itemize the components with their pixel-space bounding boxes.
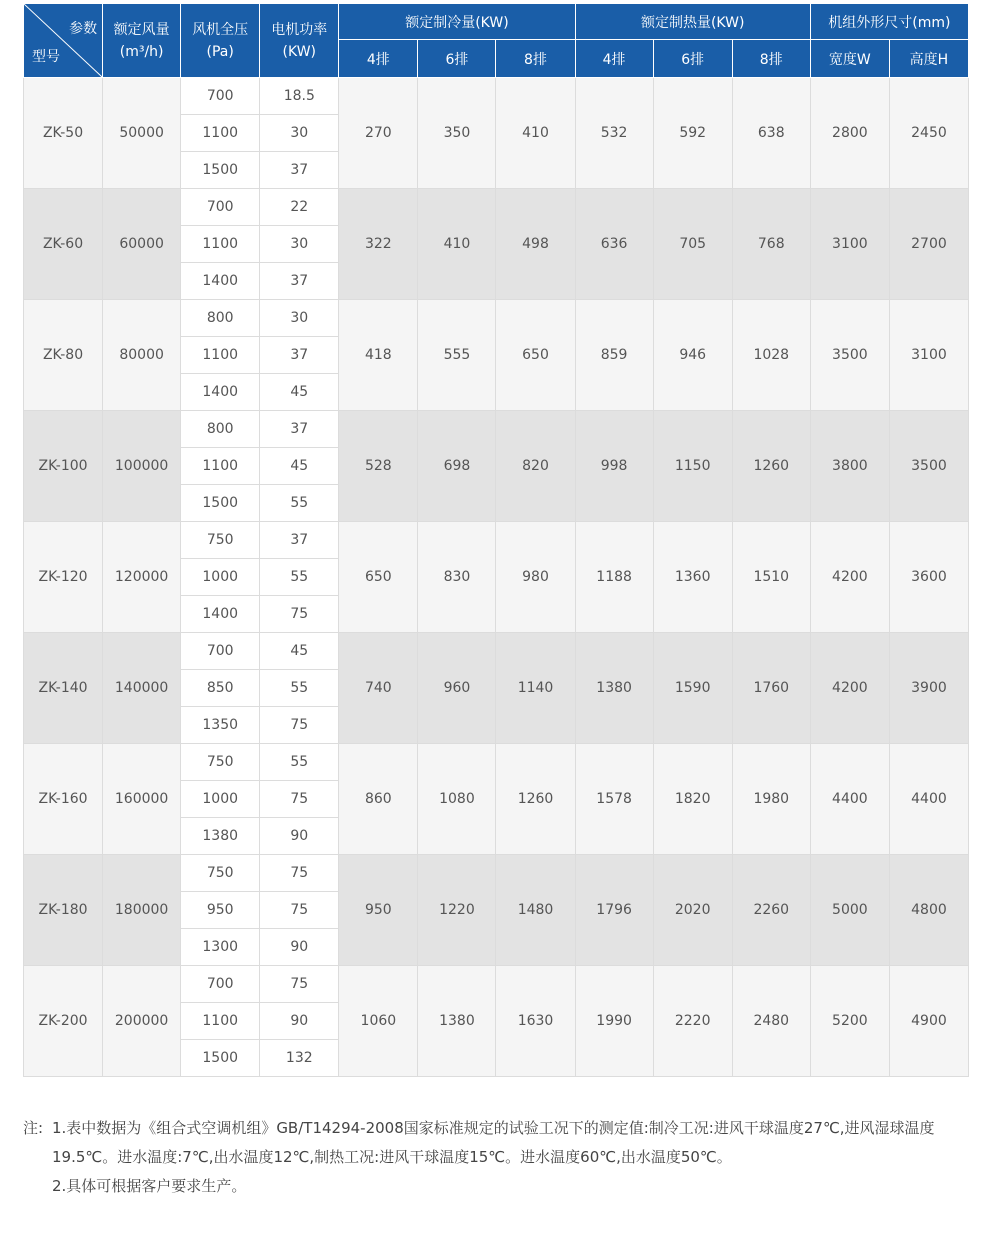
- table-row: [24, 966, 969, 1003]
- height-cell: 4400: [889, 744, 968, 855]
- power-cell: 90: [260, 818, 339, 855]
- power-cell: 75: [260, 781, 339, 818]
- notes-label: 注:: [23, 1119, 44, 1137]
- cooling-8row-cell: 1630: [496, 966, 575, 1077]
- pressure-cell: 1380: [181, 818, 260, 855]
- heating-6row-cell: 1820: [653, 744, 732, 855]
- height-cell: 4900: [889, 966, 968, 1077]
- pressure-cell: 1100: [181, 115, 260, 152]
- width-cell: 5000: [810, 855, 889, 966]
- pressure-cell: 750: [181, 522, 260, 559]
- power-cell: 45: [260, 633, 339, 670]
- cooling-8row-cell: 980: [496, 522, 575, 633]
- cooling-6row-cell: 1220: [418, 855, 496, 966]
- model-cell: ZK-160: [24, 744, 103, 855]
- cooling-6row-cell: 1080: [418, 744, 496, 855]
- pressure-cell: 1000: [181, 781, 260, 818]
- cooling-4row-cell: 270: [339, 78, 418, 189]
- model-cell: ZK-100: [24, 411, 103, 522]
- power-cell: 55: [260, 670, 339, 707]
- pressure-cell: 1500: [181, 1040, 260, 1077]
- airflow-cell: 120000: [103, 522, 181, 633]
- pressure-header: [181, 4, 260, 78]
- heating-6row-cell: 2020: [653, 855, 732, 966]
- width-cell: 4400: [810, 744, 889, 855]
- heating-4row-cell: 1578: [575, 744, 653, 855]
- cooling-6row-cell: 410: [418, 189, 496, 300]
- cooling-8row-cell: 498: [496, 189, 575, 300]
- width-cell: 4200: [810, 633, 889, 744]
- pressure-cell: 1350: [181, 707, 260, 744]
- model-cell: ZK-200: [24, 966, 103, 1077]
- power-cell: 30: [260, 300, 339, 337]
- cooling-4row-cell: 528: [339, 411, 418, 522]
- cooling-4row-cell: 860: [339, 744, 418, 855]
- heating-4row-header: 4排: [575, 40, 653, 78]
- power-header: [260, 4, 339, 78]
- cooling-4row-cell: 418: [339, 300, 418, 411]
- table-header: [24, 4, 969, 78]
- table-row: [24, 744, 969, 781]
- header-corner-cell: [24, 4, 103, 78]
- heating-4row-cell: 859: [575, 300, 653, 411]
- table-row: [24, 189, 969, 226]
- pressure-cell: 800: [181, 300, 260, 337]
- cooling-8row-header: 8排: [496, 40, 575, 78]
- power-unit: (KW): [282, 43, 316, 60]
- power-cell: 90: [260, 1003, 339, 1040]
- table-row: [24, 855, 969, 892]
- airflow-cell: 80000: [103, 300, 181, 411]
- cooling-4row-cell: 322: [339, 189, 418, 300]
- model-cell: ZK-140: [24, 633, 103, 744]
- cooling-6row-cell: 1380: [418, 966, 496, 1077]
- cooling-header: 额定制冷量(KW): [339, 4, 575, 40]
- cooling-6row-cell: 698: [418, 411, 496, 522]
- power-cell: 75: [260, 966, 339, 1003]
- cooling-8row-cell: 820: [496, 411, 575, 522]
- heating-6row-cell: 1590: [653, 633, 732, 744]
- pressure-cell: 950: [181, 892, 260, 929]
- pressure-unit: (Pa): [206, 43, 234, 60]
- height-cell: 2450: [889, 78, 968, 189]
- size-header: 机组外形尺寸(mm): [810, 4, 968, 40]
- cooling-4row-cell: 1060: [339, 966, 418, 1077]
- model-label: 型号: [32, 49, 60, 65]
- airflow-cell: 50000: [103, 78, 181, 189]
- table-body: [24, 78, 969, 1077]
- power-cell: 75: [260, 855, 339, 892]
- airflow-cell: 160000: [103, 744, 181, 855]
- model-cell: ZK-120: [24, 522, 103, 633]
- cooling-6row-header: 6排: [418, 40, 496, 78]
- pressure-cell: 700: [181, 966, 260, 1003]
- power-cell: 90: [260, 929, 339, 966]
- power-cell: 55: [260, 559, 339, 596]
- pressure-cell: 1100: [181, 1003, 260, 1040]
- notes: [23, 1114, 973, 1201]
- power-cell: 37: [260, 411, 339, 448]
- cooling-6row-cell: 960: [418, 633, 496, 744]
- cooling-8row-cell: 410: [496, 78, 575, 189]
- note-1: 1.表中数据为《组合式空调机组》GB/T14294-2008国家标准规定的试验工况下的测定值:制冷工况:进风干球温度27℃,进风湿球温度19.5℃。进水温度:7℃,出水温度12℃,制热工况:进风干球温度15℃。进水温度60℃,出水温度50℃。: [52, 1119, 935, 1166]
- heating-6row-cell: 705: [653, 189, 732, 300]
- table-row: [24, 300, 969, 337]
- model-cell: ZK-60: [24, 189, 103, 300]
- power-cell: 45: [260, 374, 339, 411]
- power-cell: 55: [260, 485, 339, 522]
- heating-8row-cell: 2260: [732, 855, 810, 966]
- pressure-cell: 700: [181, 633, 260, 670]
- table-row: [24, 78, 969, 115]
- pressure-cell: 850: [181, 670, 260, 707]
- power-cell: 45: [260, 448, 339, 485]
- width-cell: 3800: [810, 411, 889, 522]
- cooling-4row-cell: 650: [339, 522, 418, 633]
- width-header: 宽度W: [810, 40, 889, 78]
- pressure-cell: 750: [181, 744, 260, 781]
- pressure-cell: 1300: [181, 929, 260, 966]
- pressure-cell: 1400: [181, 374, 260, 411]
- height-cell: 2700: [889, 189, 968, 300]
- power-cell: 37: [260, 522, 339, 559]
- heating-4row-cell: 1188: [575, 522, 653, 633]
- heating-8row-cell: 638: [732, 78, 810, 189]
- width-cell: 4200: [810, 522, 889, 633]
- pressure-cell: 800: [181, 411, 260, 448]
- airflow-header: [103, 4, 181, 78]
- cooling-8row-cell: 1480: [496, 855, 575, 966]
- heating-6row-cell: 1150: [653, 411, 732, 522]
- airflow-cell: 140000: [103, 633, 181, 744]
- pressure-cell: 1400: [181, 263, 260, 300]
- cooling-6row-cell: 830: [418, 522, 496, 633]
- airflow-label: 额定风量: [113, 21, 170, 38]
- power-cell: 30: [260, 226, 339, 263]
- airflow-cell: 180000: [103, 855, 181, 966]
- heating-4row-cell: 1380: [575, 633, 653, 744]
- cooling-8row-cell: 650: [496, 300, 575, 411]
- pressure-cell: 1100: [181, 448, 260, 485]
- cooling-8row-cell: 1260: [496, 744, 575, 855]
- pressure-cell: 1100: [181, 226, 260, 263]
- pressure-cell: 700: [181, 189, 260, 226]
- power-label: 电机功率: [271, 21, 328, 38]
- pressure-cell: 1100: [181, 337, 260, 374]
- power-cell: 30: [260, 115, 339, 152]
- power-cell: 132: [260, 1040, 339, 1077]
- pressure-cell: 750: [181, 855, 260, 892]
- heating-6row-cell: 1360: [653, 522, 732, 633]
- airflow-cell: 200000: [103, 966, 181, 1077]
- height-cell: 3100: [889, 300, 968, 411]
- heating-8row-cell: 1980: [732, 744, 810, 855]
- power-cell: 22: [260, 189, 339, 226]
- spec-table: [23, 3, 969, 1077]
- width-cell: 2800: [810, 78, 889, 189]
- power-cell: 37: [260, 263, 339, 300]
- power-cell: 55: [260, 744, 339, 781]
- heating-6row-header: 6排: [653, 40, 732, 78]
- heating-8row-cell: 2480: [732, 966, 810, 1077]
- cooling-6row-cell: 350: [418, 78, 496, 189]
- width-cell: 5200: [810, 966, 889, 1077]
- table-row: [24, 411, 969, 448]
- height-cell: 3600: [889, 522, 968, 633]
- height-cell: 4800: [889, 855, 968, 966]
- model-cell: ZK-80: [24, 300, 103, 411]
- airflow-cell: 100000: [103, 411, 181, 522]
- pressure-cell: 1500: [181, 485, 260, 522]
- pressure-cell: 700: [181, 78, 260, 115]
- heating-8row-cell: 768: [732, 189, 810, 300]
- airflow-cell: 60000: [103, 189, 181, 300]
- heating-4row-cell: 636: [575, 189, 653, 300]
- cooling-4row-header: 4排: [339, 40, 418, 78]
- heating-6row-cell: 592: [653, 78, 732, 189]
- power-cell: 75: [260, 707, 339, 744]
- heating-4row-cell: 532: [575, 78, 653, 189]
- power-cell: 37: [260, 152, 339, 189]
- heating-4row-cell: 1990: [575, 966, 653, 1077]
- table-row: [24, 633, 969, 670]
- cooling-6row-cell: 555: [418, 300, 496, 411]
- heating-4row-cell: 1796: [575, 855, 653, 966]
- cooling-8row-cell: 1140: [496, 633, 575, 744]
- airflow-unit: (m³/h): [119, 43, 164, 60]
- heating-6row-cell: 946: [653, 300, 732, 411]
- heating-8row-header: 8排: [732, 40, 810, 78]
- power-cell: 75: [260, 596, 339, 633]
- heating-4row-cell: 998: [575, 411, 653, 522]
- param-label: 参数: [69, 21, 98, 37]
- cooling-4row-cell: 740: [339, 633, 418, 744]
- pressure-label: 风机全压: [192, 21, 249, 38]
- model-cell: ZK-180: [24, 855, 103, 966]
- note-2: 2.具体可根据客户要求生产。: [52, 1177, 247, 1195]
- heating-header: 额定制热量(KW): [575, 4, 810, 40]
- power-cell: 75: [260, 892, 339, 929]
- pressure-cell: 1500: [181, 152, 260, 189]
- power-cell: 18.5: [260, 78, 339, 115]
- width-cell: 3500: [810, 300, 889, 411]
- heating-8row-cell: 1260: [732, 411, 810, 522]
- table-row: [24, 522, 969, 559]
- cooling-4row-cell: 950: [339, 855, 418, 966]
- heating-8row-cell: 1760: [732, 633, 810, 744]
- pressure-cell: 1000: [181, 559, 260, 596]
- height-cell: 3500: [889, 411, 968, 522]
- heating-8row-cell: 1510: [732, 522, 810, 633]
- model-cell: ZK-50: [24, 78, 103, 189]
- power-cell: 37: [260, 337, 339, 374]
- heating-6row-cell: 2220: [653, 966, 732, 1077]
- width-cell: 3100: [810, 189, 889, 300]
- heating-8row-cell: 1028: [732, 300, 810, 411]
- diagonal-divider: [24, 4, 102, 77]
- height-cell: 3900: [889, 633, 968, 744]
- height-header: 高度H: [889, 40, 968, 78]
- pressure-cell: 1400: [181, 596, 260, 633]
